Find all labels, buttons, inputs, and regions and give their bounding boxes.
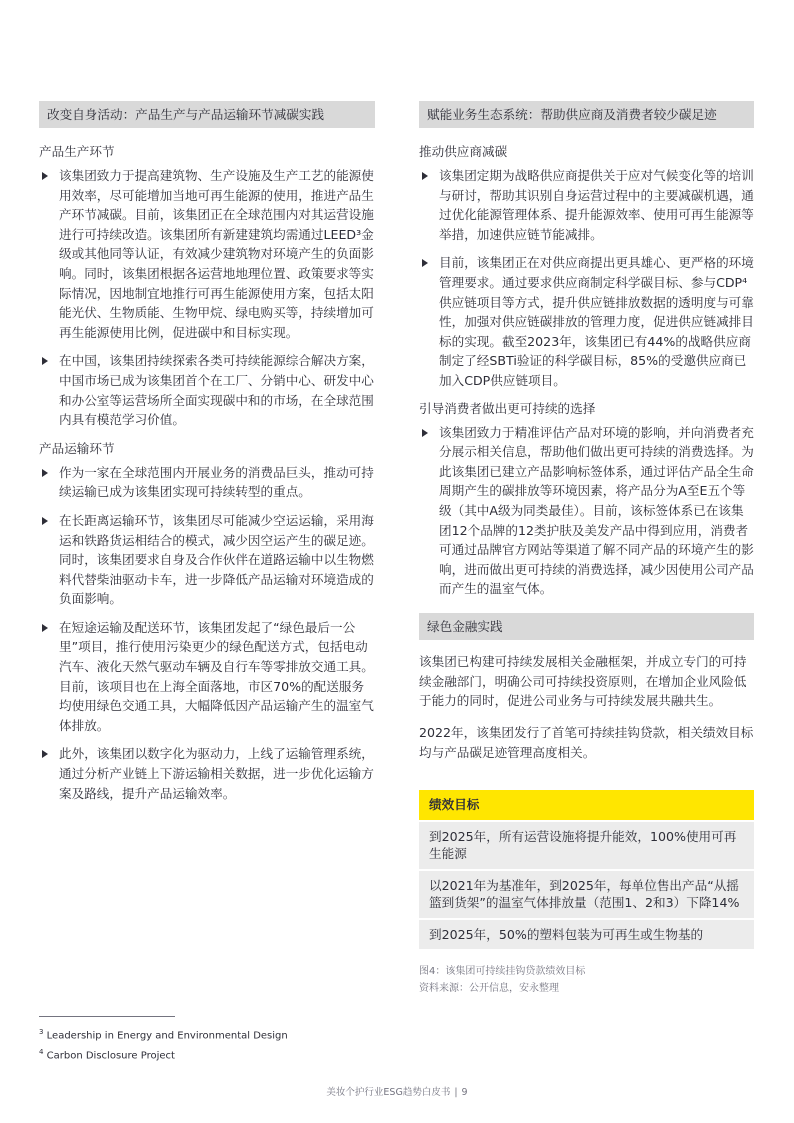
green-finance-paragraph: 该集团已构建可持续发展相关金融框架，并成立专门的可持续金融部门，明确公司可持续投资原则，在增加企业风险低于能力的同时，促进公司业务与可持续发展共融共生。 <box>419 653 747 709</box>
transport-bullet-list <box>39 463 375 804</box>
bullet-triangle-icon <box>42 750 48 758</box>
subheading-production: 产品生产环节 <box>39 144 115 159</box>
kpi-item: 到2025年，50%的塑料包装为可再生或生物基的 <box>419 920 754 950</box>
bullet-item: 作为一家在全球范围内开展业务的消费品巨头，推动可持续运输已成为该集团实现可持续转型的重点。 <box>39 463 375 502</box>
bullet-triangle-icon <box>42 172 48 180</box>
kpi-table <box>419 790 754 950</box>
bullet-triangle-icon <box>42 517 48 525</box>
bullet-item: 目前，该集团正在对供应商提出更具雄心、更严格的环境管理要求。通过要求供应商制定科学碳目标、参与CDP⁴供应链项目等方式，提升供应链排放数据的透明度与可靠性，加强对供应链碳排放的管理力度，促进供应链减排目标的实现。截至2023年，该集团已有44%的战略供应商制定了经SBTi验证的科学碳目标，85%的受邀供应商已加入CDP供应链项目。 <box>419 253 754 390</box>
bullet-triangle-icon <box>422 172 428 180</box>
section-header-right: 赋能业务生态系统：帮助供应商及消费者较少碳足迹 <box>419 101 754 128</box>
subheading-supplier: 推动供应商减碳 <box>419 144 508 159</box>
right-column <box>419 101 754 997</box>
bullet-triangle-icon <box>42 624 48 632</box>
supplier-bullet-list <box>419 166 754 391</box>
bullet-triangle-icon <box>42 357 48 365</box>
consumer-bullet-list <box>419 423 754 599</box>
bullet-triangle-icon <box>422 259 428 267</box>
footnote-divider <box>39 1016 175 1017</box>
kpi-header: 绩效目标 <box>419 790 754 820</box>
page-footer <box>0 1084 794 1098</box>
page-number: 9 <box>461 1087 468 1098</box>
green-finance-paragraph: 2022年，该集团发行了首笔可持续挂钩贷款，相关绩效目标均与产品碳足迹管理高度相关。 <box>419 725 754 761</box>
subheading-transport: 产品运输环节 <box>39 440 115 456</box>
figure-caption: 图4：该集团可持续挂钩贷款绩效目标 <box>419 966 586 978</box>
bullet-item: 该集团致力于精准评估产品对环境的影响，并向消费者充分展示相关信息，帮助他们做出更可持续的消费选择。为此该集团已建立产品影响标签体系，通过评估产品全生命周期产生的碳排放等环境因素，将产品分为A至E五个等级（其中A级为同类最佳）。目前，该标签体系已在该集团12个品牌的12类护肤及美发产品中得到应用，消费者可通过品牌官方网站等渠道了解不同产品的环境产生的影响，进而做出更可持续的消费选择，减少因使用公司产品而产生的温室气体。 <box>419 423 754 599</box>
bullet-triangle-icon <box>422 429 428 437</box>
figure-source: 资料来源：公开信息，安永整理 <box>419 983 559 995</box>
footnote-item: $^4$ Carbon Disclosure Project <box>39 1048 175 1062</box>
bullet-item: 该集团定期为战略供应商提供关于应对气候变化等的培训与研讨，帮助其识别自身运营过程中的主要减碳机遇，通过优化能源管理体系、提升能源效率、使用可再生能源等举措，加速供应链节能减排。 <box>419 166 754 244</box>
subheading-consumer: 引导消费者做出更可持续的选择 <box>419 400 596 416</box>
section-header-left: 改变自身活动：产品生产与产品运输环节减碳实践 <box>39 101 375 128</box>
production-bullet-list <box>39 166 375 430</box>
section-header-green-finance: 绿色金融实践 <box>419 613 754 640</box>
bullet-item: 在短途运输及配送环节，该集团发起了“绿色最后一公里”项目，推行使用污染更少的绿色配送方式，包括电动汽车、液化天然气驱动车辆及自行车等零排放交通工具。目前，该项目也在上海全面落地，市区70%的配送服务均使用绿色交通工具，大幅降低因产品运输产生的温室气体排放。 <box>39 618 375 736</box>
bullet-triangle-icon <box>42 469 48 477</box>
bullet-item: 在长距离运输环节，该集团尽可能减少空运运输，采用海运和铁路货运相结合的模式，减少因空运产生的碳足迹。同时，该集团要求自身及合作伙伴在道路运输中以生物燃料代替柴油驱动卡车，进一步降低产品运输对环境造成的负面影响。 <box>39 511 375 609</box>
footer-separator: | <box>454 1087 458 1098</box>
footer-title: 美妆个护行业ESG趋势白皮书 <box>326 1087 451 1098</box>
kpi-item: 以2021年为基准年，到2025年，每单位售出产品“从摇篮到货架”的温室气体排放量（范围1、2和3）下降14% <box>419 871 754 918</box>
left-column <box>39 101 375 803</box>
bullet-item: 在中国，该集团持续探索各类可持续能源综合解决方案，中国市场已成为该集团首个在工厂、分销中心、研发中心和办公室等运营场所全面实现碳中和的市场，在全球范围内具有模范学习价值。 <box>39 351 375 429</box>
bullet-item: 该集团致力于提高建筑物、生产设施及生产工艺的能源使用效率，尽可能增加当地可再生能源的使用，推进产品生产环节减碳。目前，该集团正在全球范围内对其运营设施进行可持续改造。该集团所有新建建筑均需通过LEED³金级或其他同等认证，有效减少建筑物对环境产生的负面影响。同时，该集团根据各运营地地理位置、政策要求等实际情况，因地制宜地推行可再生能源使用方案，包括太阳能光伏、生物质能、生物甲烷、绿电购买等，持续增加可再生能源使用比例，促进碳中和目标实现。 <box>39 166 375 342</box>
footnotes <box>39 1016 339 1065</box>
kpi-item: 到2025年，所有运营设施将提升能效，100%使用可再生能源 <box>419 822 754 869</box>
bullet-item: 此外，该集团以数字化为驱动力，上线了运输管理系统，通过分析产业链上下游运输相关数据，进一步优化运输方案及路线，提升产品运输效率。 <box>39 744 375 803</box>
footnote-item: $^3$ Leadership in Energy and Environmental Design <box>39 1028 288 1042</box>
